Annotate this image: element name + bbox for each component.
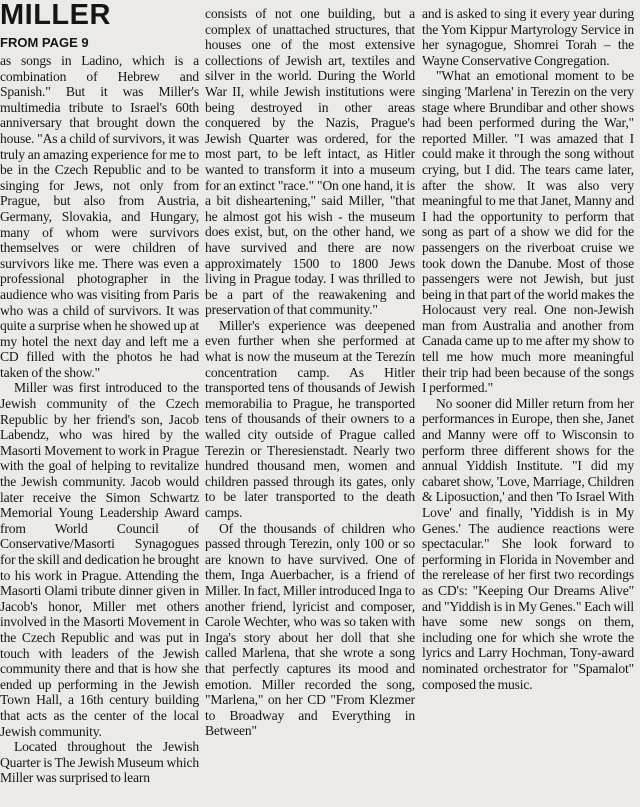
paragraph: "What an emotional moment to be singing 'Marlena' in Terezin on the very stage where Brundibar and other shows had been performed during the War," reported Miller. "I was amazed that I could make it through the song without crying, but I did. The tears came later, after the show. It was also very meaningful to me that Janet, Manny and I had the opportunity to perform that song as part of a show we did for the passengers on the riverboat cruise we took down the Danube. Most of those passengers were not Jewish, but just being in that part of the world makes the Holocaust very real. One non-Jewish man from Australia and another from Canada came up to me after my show to tell me how much more meaningful their trip had been because of the songs I performed."	[422, 68, 634, 396]
paragraph: Of the thousands of children who passed through Terezin, only 100 or so are known to have survived. One of them, Inga Auerbacher, is a friend of Miller. In fact, Miller introduced Inga to another friend, lyricist and composer, Carole Wechter, who was so taken with Inga's story about her doll that she called Marlena, that she wrote a song that perfectly captures its mood and emotion. Miller recorded the song, "Marlena," on her CD "From Klezmer to Broadway and Everything in Between"	[205, 520, 415, 739]
paragraph: Miller's experience was deepened even further when she performed at what is now the museum at the Terezín concentration camp. As Hitler transported tens of thousands of Jewish memorabilia to Prague, he transported tens of thousands of their owners to a walled city outside of Prague called Terezin or Theresienstadt. Nearly two hundred thousand men, women and children passed through its gates, only to be later transported to the death camps.	[205, 317, 415, 520]
article-headline: MILLER	[0, 0, 111, 31]
jump-line: FROM PAGE 9	[0, 35, 89, 50]
article-column-3	[422, 6, 634, 805]
paragraph: and is asked to sing it every year during the Yom Kippur Martyrology Service in her synagogue, Shomrei Torah – the Wayne Conservative Congregation.	[422, 6, 634, 68]
paragraph: Located throughout the Jewish Quarter is The Jewish Museum which Miller was surprised to learn	[0, 739, 199, 786]
article-column-2	[205, 6, 415, 805]
paragraph: consists of not one building, but a complex of unattached structures, that houses one of the most extensive collections of Jewish art, textiles and silver in the world. During the World War II, while Jewish institutions were being destroyed in other areas conquered by the Nazis, Prague's Jewish Quarter was ordered, for the most part, to be left intact, as Hitler wanted to transform it into a museum for an extinct "race." "On one hand, it is a bit disheartening," said Miller, "that he almost got his wish - the museum does exist, but, on the other hand, we have survived and there are now approximately 1500 to 1800 Jews living in Prague today. I was thrilled to be a part of the reawakening and preservation of that community."	[205, 6, 415, 318]
paragraph: as songs in Ladino, which is a combination of Hebrew and Spanish." But it was Miller's multimedia tribute to Israel's 60th anniversary that brought down the house. "As a child of survivors, it was truly an amazing experience for me to be in the Czech Republic and to be singing for Jews, not only from Prague, but also from Austria, Germany, Slovakia, and Hungary, many of whom were survivors themselves or were children of survivors like me. There was even a professional photographer in the audience who was visiting from Paris who was a child of survivors. It was quite a surprise when he showed up at my hotel the next day and left me a CD filled with the photos he had taken of the show."	[0, 53, 199, 380]
paragraph: No sooner did Miller return from her performances in Europe, then she, Janet and Manny were off to Wisconsin to perform three different shows for the annual Yiddish Institute. "I did my cabaret show, 'Love, Marriage, Children & Liposuction,' and then 'To Israel With Love' and finally, 'Yiddish is in My Genes.' The audience reactions were spectacular." She look forward to performing in Florida in November and the rerelease of her first two recordings as CD's: "Keeping Our Dreams Alive" and "Yiddish is in My Genes." Each will have some new songs on them, including one for which she wrote the lyrics and Larry Hochman, Tony-award nominated orchestrator for "Spamalot" composed the music.	[422, 395, 634, 692]
paragraph: Miller was first introduced to the Jewish community of the Czech Republic by her friend's son, Jacob Labendz, who was hired by the Masorti Movement to work in Prague with the goal of helping to revitalize the Jewish community. Jacob would later receive the Simon Schwartz Memorial Young Leadership Award from World Council of Conservative/Masorti Synagogues for the skill and dedication he brought to his work in Prague. Attending the Masorti Olami tribute dinner given in Jacob's honor, Miller met others involved in the Masorti Movement in the Czech Republic and was put in touch with leaders of the Jewish community there and that is how she ended up performing in the Jewish Town Hall, a 16th century building that acts as the center of the local Jewish community.	[0, 380, 199, 739]
article-column-1	[0, 53, 199, 805]
